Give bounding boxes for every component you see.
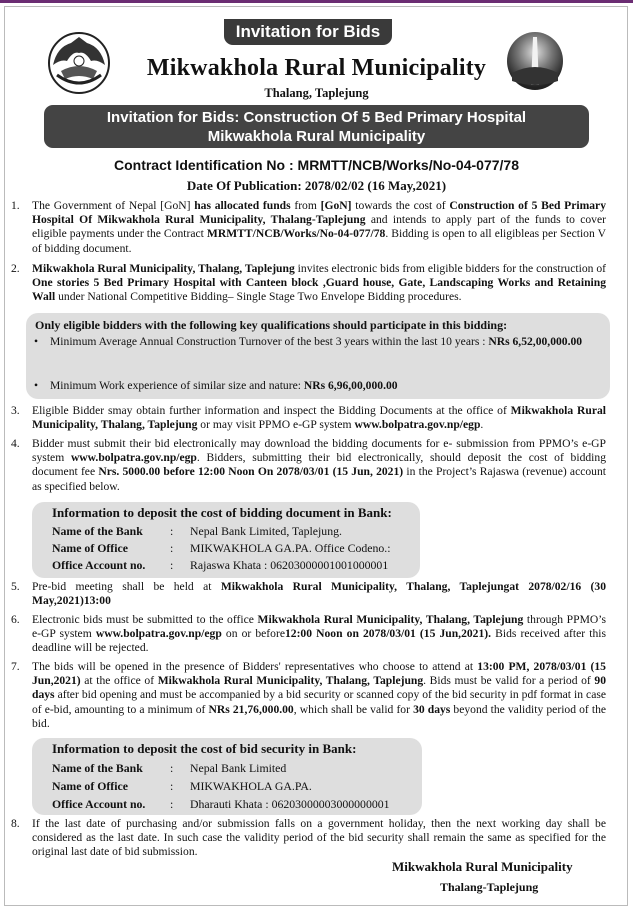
text-bold: Mikwakhola Rural Municipality, Thalang, Taplejung [257, 613, 524, 626]
paragraph-number: 1. [11, 199, 20, 212]
text: Minimum Average Annual Construction Turnover of the best 3 years within the last 10 years : [50, 335, 489, 348]
text: . [480, 418, 484, 432]
text: Minimum Work experience of similar size and nature: [50, 379, 304, 392]
doc-cost-heading: Information to deposit the cost of bidding document in Bank: [52, 505, 392, 520]
qualification-item-1 [34, 335, 604, 349]
row-colon: : [170, 558, 174, 572]
text-bold: www.bolpatra.gov.np/egp [70, 451, 197, 465]
contract-identification: Contract Identification No : MRMTT/NCB/Works/No-04-077/78 [113, 157, 519, 173]
paragraph-6 [11, 613, 606, 656]
row-label: Name of Office [52, 541, 128, 555]
bid-banner [44, 105, 589, 148]
text: Electronic bids must be submitted to the office [32, 613, 258, 626]
text: at the office of [80, 674, 158, 688]
text: on or before [221, 627, 285, 641]
text: . Bids must be valid for a period of [423, 674, 595, 688]
bullet-icon: • [34, 379, 39, 392]
row-value: Rajaswa Khata : 06203000001001000001 [190, 558, 389, 572]
text: under National Competitive Bidding– Single Stage Two Envelope Bidding procedures. [55, 290, 462, 304]
paragraph-7 [11, 660, 607, 731]
row-label: Name of the Bank [52, 524, 143, 538]
text: The bids will be opened in the presence of Bidders' representatives who choose to attend at [32, 660, 478, 673]
text: Eligible Bidder smay obtain further information and inspect the Bidding Documents at the office of [32, 404, 511, 417]
paragraph-8 [11, 817, 606, 860]
qualification-heading: Only eligible bidders with the following key qualifications should participate in this bidding: [35, 318, 508, 332]
row-colon: : [170, 761, 174, 775]
row-value: Dharauti Khata : 06203000003000000001 [190, 797, 390, 811]
qualification-item-2 [34, 379, 604, 393]
text-bold: One stories 5 Bed Primary Hospital with Canteen block ,Guard house, Gate, Landscaping Works and Retaining Wall [32, 276, 606, 304]
row-value: MIKWAKHOLA GA.PA. [190, 779, 312, 793]
text: after bid opening and must be accompanied by a bid security or scanned copy of the bid security in pdf format in case of e-bid, amounting to a minimum of [32, 688, 606, 716]
text: , which shall be valid for [293, 702, 414, 716]
row-label: Office Account no. [52, 558, 146, 572]
text: Bidder must submit their bid electronically may download the bidding documents for e- submission from PPMO’s e-GP system [32, 437, 606, 465]
paragraph-number: 4. [11, 437, 20, 450]
bullet-icon: • [34, 335, 39, 348]
text: . Bidders, submitting their bid electronically, should deposit the cost of bidding document fee [32, 451, 606, 479]
banner-line-1: Invitation for Bids: Construction Of 5 Bed Primary Hospital [106, 109, 527, 126]
text-bold: Mikwakhola Rural Municipality, Thalang, Taplejungat 2078/02/16 (30 May,2021)13:00 [32, 580, 606, 608]
text-bold: Nrs. 5000.00 before 12:00 Noon On 2078/03/01 (15 Jun, 2021) [98, 465, 404, 479]
text-bold: Mikwakhola Rural Municipality, Thalang, Taplejung [32, 262, 295, 275]
text-bold: www.bolpatra.gov.np/egp [354, 418, 481, 432]
text-bold: 12:00 Noon on 2078/03/01 (15 Jun,2021). [284, 627, 492, 641]
text-bold: 30 days [413, 702, 451, 716]
row-colon: : [170, 797, 174, 811]
text-bold: NRs 6,52,00,000.00 [488, 335, 583, 348]
paragraph-number: 2. [11, 262, 20, 275]
row-label: Name of the Bank [52, 761, 143, 775]
paragraph-3 [11, 404, 606, 432]
text-bold: [GoN] [320, 199, 352, 212]
text: in the Project’s Rajaswa (revenue) account as specified below. [32, 465, 606, 493]
text-bold: Construction of 5 Bed Primary Hospital Of Mikwakhola Rural Municipality, Thalang-Taplejung [32, 199, 606, 227]
paragraph-number: 3. [11, 404, 20, 417]
text: Pre-bid meeting shall be held at [32, 580, 221, 593]
text-bold: NRs 6,96,00,000.00 [303, 379, 398, 392]
paragraph-2 [11, 262, 606, 305]
paragraph-number: 8. [11, 817, 20, 830]
municipality-location: Thalang, Taplejung [264, 86, 369, 100]
row-value: MIKWAKHOLA GA.PA. Office Codeno.: [190, 541, 391, 555]
text-bold: has allocated funds [194, 199, 291, 212]
security-heading: Information to deposit the cost of bid security in Bank: [52, 741, 357, 756]
text-bold: NRs 21,76,000.00 [208, 702, 294, 716]
banner-line-2: Mikwakhola Rural Municipality [207, 128, 426, 145]
text: beyond the validity period of the bid. [32, 702, 607, 730]
paragraph-number: 5. [11, 580, 20, 593]
text: The Government of Nepal [GoN] [32, 199, 195, 212]
text-bold: www.bolpatra.gov.np/egp [95, 627, 222, 641]
paragraph-4 [11, 437, 606, 494]
row-colon: : [170, 779, 174, 793]
text: through PPMO’s e-GP system [32, 613, 606, 641]
text: invites electronic bids from eligible bidders for the construction of [294, 262, 606, 275]
signature-municipality: Mikwakhola Rural Municipality [392, 859, 573, 874]
signature-location: Thalang-Taplejung [440, 880, 539, 894]
text-bold: 90 days [32, 674, 606, 702]
row-label: Name of Office [52, 779, 128, 793]
row-colon: : [170, 541, 174, 555]
text-bold: 13:00 PM, 2078/03/01 (15 Jun,2021) [32, 660, 606, 688]
top-accent-bar [0, 0, 633, 3]
text: . Bidding is open to all eligibleas per Section V of bidding document. [32, 227, 606, 255]
paragraph-number: 6. [11, 613, 20, 626]
publication-date: Date Of Publication: 2078/02/02 (16 May,2021) [186, 178, 447, 193]
municipality-title: Mikwakhola Rural Municipality [146, 55, 487, 81]
row-value: Nepal Bank Limited, Taplejung. [190, 524, 342, 538]
row-label: Office Account no. [52, 797, 146, 811]
text-bold: MRMTT/NCB/Works/No-04-077/78 [206, 227, 386, 241]
row-value: Nepal Bank Limited [190, 761, 287, 775]
paragraph-1 [11, 199, 606, 256]
paragraph-number: 7. [11, 660, 20, 673]
paragraph-5 [11, 580, 606, 608]
text: If the last date of purchasing and/or submission falls on a government holiday, then the next working day shall be considered as the last date. In such case the validity period of the bid security shall remain the same as specified for the original last date of bid submission. [32, 817, 606, 859]
invitation-badge: Invitation for Bids [224, 19, 392, 45]
text: and intends to apply part of the funds to cover eligible payments under the Contract [32, 213, 606, 241]
text-bold: Mikwakhola Rural Municipality, Thalang, Taplejung [32, 404, 606, 432]
text: or may visit PPMO e-GP system [197, 418, 355, 432]
text: from [290, 199, 321, 212]
text: towards the cost of [351, 199, 450, 212]
row-colon: : [170, 524, 174, 538]
text-bold: Mikwakhola Rural Municipality, Thalang, Taplejung [157, 674, 424, 688]
text: Bids received after this deadline will be rejected. [32, 627, 606, 655]
